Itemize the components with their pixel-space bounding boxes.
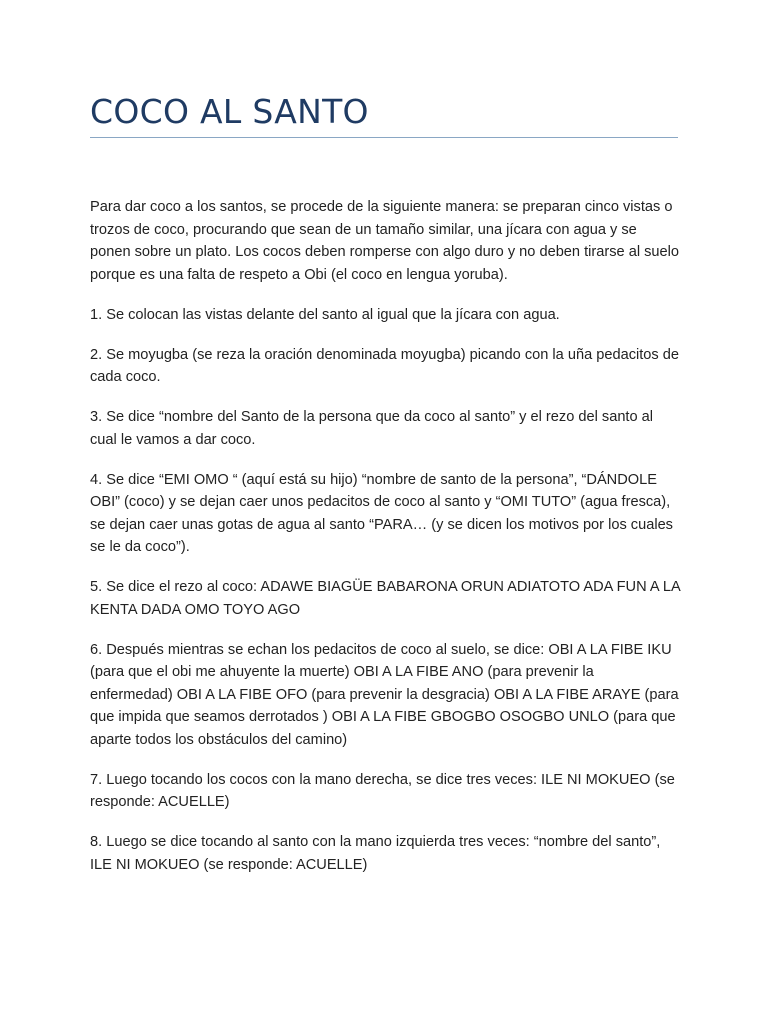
document-body	[90, 196, 680, 894]
intro-paragraph: Para dar coco a los santos, se procede de la siguiente manera: se preparan cinco vistas o trozos de coco, procurando que sean de un tamaño similar, una jícara con agua y se ponen sobre un plato. Los cocos deben romperse con algo duro y no deben tirarse al suelo porque es una falta de respeto a Obi (el coco en lengua yoruba).	[90, 199, 680, 283]
step-3-paragraph: 3. Se dice “nombre del Santo de la persona que da coco al santo” y el rezo del santo al cual le vamos a dar coco.	[90, 409, 654, 448]
step-5-paragraph: 5. Se dice el rezo al coco: ADAWE BIAGÜE BABARONA ORUN ADIATOTO ADA FUN A LA KENTA DADA OMO TOYO AGO	[90, 579, 680, 618]
step-1-paragraph: 1. Se colocan las vistas delante del santo al igual que la jícara con agua.	[90, 306, 560, 323]
document-title: COCO AL SANTO	[90, 92, 369, 131]
step-2-paragraph: 2. Se moyugba (se reza la oración denominada moyugba) picando con la uña pedacitos de cada coco.	[90, 346, 679, 385]
step-6-paragraph: 6. Después mientras se echan los pedacitos de coco al suelo, se dice: OBI A LA FIBE IKU (para que el obi me ahuyente la muerte) OBI A LA FIBE ANO (para prevenir la enfermedad) OBI A LA FIBE OFO (para prevenir la desgracia) OBI A LA FIBE ARAYE (para que impida que seamos derrotados ) OBI A LA FIBE GBOGBO OSOGBO UNLO (para que aparte todos los obstáculos del camino)	[90, 641, 679, 748]
step-8-paragraph: 8. Luego se dice tocando al santo con la mano izquierda tres veces: “nombre del santo”, ILE NI MOKUEO (se responde: ACUELLE)	[90, 834, 661, 873]
step-7-paragraph: 7. Luego tocando los cocos con la mano derecha, se dice tres veces: ILE NI MOKUEO (se responde: ACUELLE)	[90, 771, 675, 810]
step-4-paragraph: 4. Se dice “EMI OMO “ (aquí está su hijo) “nombre de santo de la persona”, “DÁNDOLE OBI” (coco) y se dejan caer unos pedacitos de coco al santo y “OMI TUTO” (agua fresca), se dejan caer unas gotas de agua al santo “PARA… (y se dicen los motivos por los cuales se le da coco”).	[90, 471, 673, 555]
title-divider	[90, 137, 678, 138]
